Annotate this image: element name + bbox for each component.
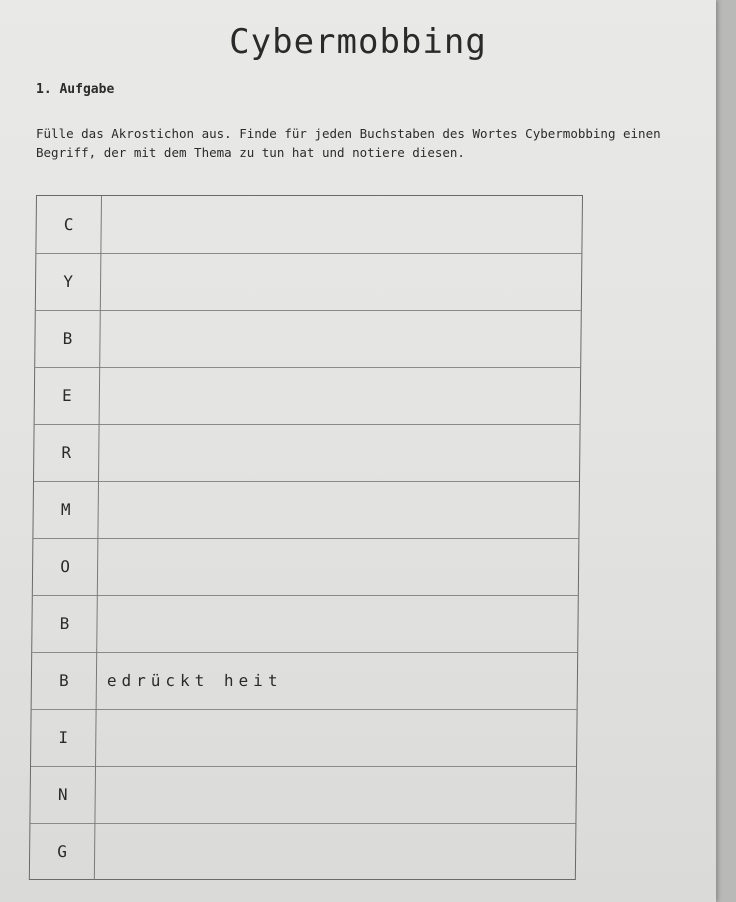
task-heading: 1. Aufgabe xyxy=(36,82,115,97)
acrostic-row xyxy=(30,823,576,880)
row-letter: C xyxy=(36,196,102,253)
row-letter: B xyxy=(35,310,101,367)
acrostic-row xyxy=(33,538,579,596)
row-letter: B xyxy=(32,652,98,709)
row-letter: O xyxy=(33,538,99,595)
row-letter: I xyxy=(31,709,97,766)
acrostic-row xyxy=(36,196,582,254)
acrostic-table xyxy=(29,195,583,880)
acrostic-row xyxy=(32,595,578,653)
acrostic-row xyxy=(36,253,582,311)
row-letter: R xyxy=(34,424,100,481)
row-answer-field[interactable] xyxy=(99,424,580,481)
row-letter: E xyxy=(35,367,101,424)
row-letter: G xyxy=(30,823,96,880)
row-answer-field[interactable] xyxy=(96,709,577,766)
row-answer-field[interactable] xyxy=(100,367,581,424)
acrostic-row xyxy=(34,424,580,482)
row-letter: M xyxy=(33,481,99,538)
row-answer-field[interactable] xyxy=(95,766,576,823)
acrostic-row xyxy=(33,481,579,539)
row-letter: B xyxy=(32,595,98,652)
page-title: Cybermobbing xyxy=(229,22,487,62)
row-answer-field[interactable] xyxy=(95,823,576,880)
acrostic-row xyxy=(35,310,581,368)
row-answer-field[interactable]: edrückt heit xyxy=(106,671,283,690)
task-instructions: Fülle das Akrostichon aus. Finde für jeden Buchstaben des Wortes Cybermobbing einen Begriff, der mit dem Thema zu tun hat und notiere diesen. xyxy=(36,126,661,160)
row-letter: N xyxy=(30,766,96,823)
acrostic-row xyxy=(35,367,581,425)
row-answer-field[interactable] xyxy=(101,196,582,253)
acrostic-row xyxy=(32,652,578,710)
row-answer-field[interactable] xyxy=(101,253,582,310)
acrostic-row xyxy=(30,766,576,824)
row-answer-field[interactable] xyxy=(98,538,579,595)
row-answer-field[interactable] xyxy=(100,310,581,367)
row-answer-field[interactable] xyxy=(97,595,578,652)
row-letter: Y xyxy=(36,253,102,310)
row-answer-field[interactable] xyxy=(98,481,579,538)
acrostic-row xyxy=(31,709,577,767)
